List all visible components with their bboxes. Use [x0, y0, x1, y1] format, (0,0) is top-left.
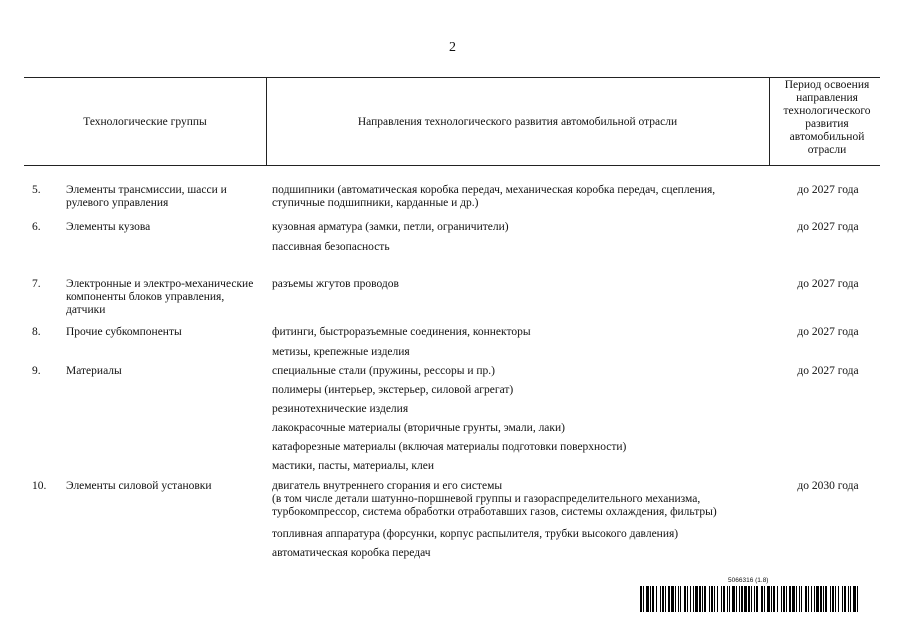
row-period: до 2027 года: [797, 184, 859, 196]
row-period: до 2027 года: [797, 221, 859, 233]
row-direction: (в том числе детали шатунно-поршневой группы и газораспределительного механизма,: [272, 493, 701, 505]
row-number: 5.: [32, 184, 41, 196]
row-number: 10.: [32, 480, 47, 492]
row-direction: лакокрасочные материалы (вторичные грунты, эмали, лаки): [272, 422, 565, 434]
row-direction: кузовная арматура (замки, петли, ограничители): [272, 221, 509, 233]
row-direction: разъемы жгутов проводов: [272, 278, 399, 290]
table-header-bottom-rule: [24, 165, 880, 166]
row-direction: пассивная безопасность: [272, 241, 390, 253]
row-direction: метизы, крепежные изделия: [272, 346, 410, 358]
row-period: до 2027 года: [797, 278, 859, 290]
row-period: до 2027 года: [797, 326, 859, 338]
row-direction: подшипники (автоматическая коробка передач, механическая коробка передач, сцепления, ступичные подшипники, карданные и др.): [272, 184, 716, 209]
row-direction: полимеры (интерьер, экстерьер, силовой агрегат): [272, 384, 514, 396]
row-direction: фитинги, быстроразъемные соединения, коннекторы: [272, 326, 531, 338]
header-development-directions: Направления технологического развития автомобильной отрасли: [357, 116, 678, 128]
row-direction: резинотехнические изделия: [272, 403, 409, 415]
table-top-rule: [24, 77, 880, 78]
row-number: 9.: [32, 365, 41, 377]
row-direction: турбокомпрессор, система обработки отработавших газов, системы охлаждения, фильтры): [272, 506, 717, 518]
row-group: Элементы трансмиссии, шасси и рулевого управления: [66, 184, 227, 209]
row-period: до 2030 года: [797, 480, 859, 492]
header-development-period: Период освоения направления технологического развития автомобильной отрасли: [783, 79, 871, 156]
barcode-image: [640, 586, 858, 612]
row-direction: автоматическая коробка передач: [272, 547, 431, 559]
row-direction: двигатель внутреннего сгорания и его системы: [272, 480, 503, 492]
row-number: 6.: [32, 221, 41, 233]
row-group: Элементы кузова: [66, 221, 151, 233]
column-divider-2: [769, 77, 770, 165]
row-number: 8.: [32, 326, 41, 338]
page-number: 2: [449, 40, 456, 55]
row-period: до 2027 года: [797, 365, 859, 377]
row-direction: мастики, пасты, материалы, клеи: [272, 460, 434, 472]
row-group: Прочие субкомпоненты: [66, 326, 182, 338]
row-direction: топливная аппаратура (форсунки, корпус распылителя, трубки высокого давления): [272, 528, 679, 540]
row-group: Электронные и электро-механические компоненты блоков управления, датчики: [66, 278, 254, 316]
row-group: Элементы силовой установки: [66, 480, 212, 492]
header-technology-groups: Технологические группы: [83, 116, 207, 128]
row-number: 7.: [32, 278, 41, 290]
barcode-label: 5066316 (1.8): [728, 577, 769, 584]
row-direction: катафорезные материалы (включая материалы подготовки поверхности): [272, 441, 627, 453]
row-direction: специальные стали (пружины, рессоры и пр.): [272, 365, 495, 377]
row-group: Материалы: [66, 365, 122, 377]
